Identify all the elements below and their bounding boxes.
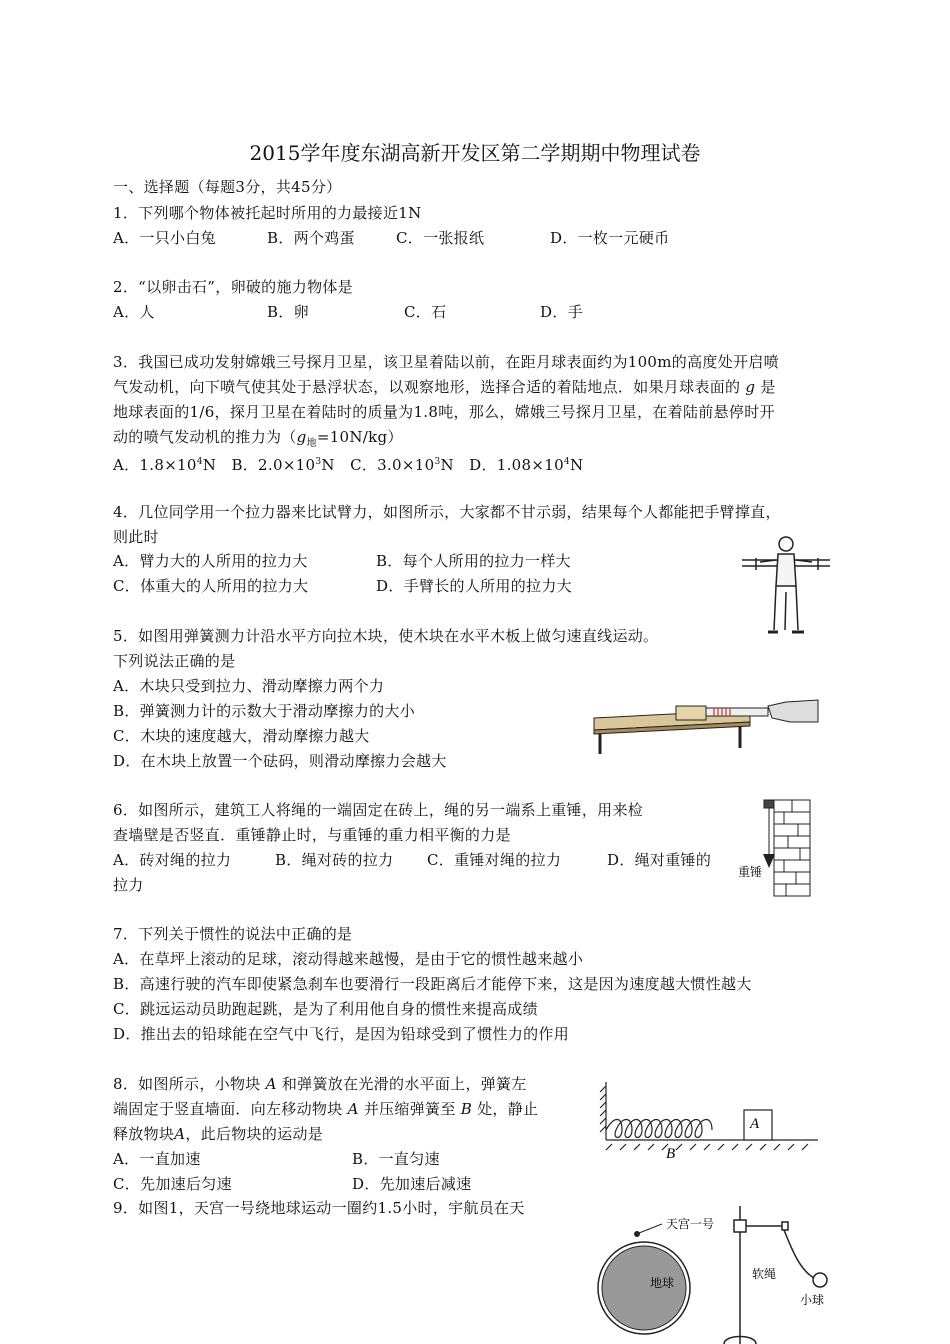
station-label: 天宫一号 bbox=[666, 1217, 715, 1231]
q3-option-c: C．$3.0\times 10^3N$ bbox=[350, 456, 454, 474]
q1-option-a: A．一只小白兔 bbox=[113, 229, 216, 247]
q3-option-a: A．$1.8\times 10^4N$ bbox=[113, 456, 217, 474]
q2-option-c: C．石 bbox=[404, 303, 447, 321]
q3-g-symbol: g bbox=[745, 378, 756, 396]
q8-option-c: C．先加速后匀速 bbox=[113, 1175, 232, 1193]
q5-option-b: B．弹簧测力计的示数大于滑动摩擦力的大小 bbox=[113, 702, 416, 720]
q8-line2: 端固定于竖直墙面．向左移动物块 A 并压缩弹簧至 B 处，静止 bbox=[113, 1100, 539, 1118]
q7-stem: 7．下列关于惯性的说法中正确的是 bbox=[113, 925, 353, 943]
spring-scale-figure bbox=[590, 696, 822, 756]
block-label-a: A bbox=[750, 1116, 760, 1132]
plumb-label: 重锤 bbox=[738, 865, 763, 879]
q4-option-b: B．每个人所用的拉力一样大 bbox=[376, 552, 571, 570]
q8-line1: 8．如图所示，小物块 A 和弹簧放在光滑的水平面上，弹簧左 bbox=[113, 1075, 527, 1093]
q7-option-c: C．跳远运动员助跑起跳，是为了利用他自身的惯性来提高成绩 bbox=[113, 1000, 538, 1018]
q7-option-d: D．推出去的铅球能在空气中飞行，是因为铅球受到了惯性力的作用 bbox=[113, 1025, 570, 1043]
q2-option-d: D．手 bbox=[540, 303, 583, 321]
tiangong-figure bbox=[596, 1200, 836, 1344]
q1-option-c: C．一张报纸 bbox=[396, 229, 485, 247]
q1-option-b: B．两个鸡蛋 bbox=[267, 229, 355, 247]
ball-label: 小球 bbox=[800, 1293, 825, 1307]
q3-line3: 地球表面的1/6，探月卫星在着陆时的质量为1.8吨，那么，嫦娥三号探月卫星，在着陆前悬停时开 bbox=[113, 403, 775, 421]
q9-line1: 9．如图1，天宫一号绕地球运动一圈约1.5小时，宇航员在天 bbox=[113, 1199, 525, 1217]
q6-line1: 6．如图所示，建筑工人将绳的一端固定在砖上，绳的另一端系上重锤，用来检 bbox=[113, 801, 644, 819]
q8-option-b: B．一直匀速 bbox=[352, 1150, 440, 1168]
q4-option-c: C．体重大的人所用的拉力大 bbox=[113, 577, 309, 595]
q6-option-d: D．绳对重锤的 bbox=[607, 851, 712, 869]
chest-expander-figure bbox=[738, 530, 834, 640]
q4-option-a: A．臂力大的人所用的拉力大 bbox=[113, 552, 308, 570]
q1-option-d: D．一枚一元硬币 bbox=[550, 229, 670, 247]
q1-stem: 1．下列哪个物体被托起时所用的力最接近1N bbox=[113, 204, 422, 222]
q7-option-b: B．高速行驶的汽车即使紧急刹车也要滑行一段距离后才能停下来，这是因为速度越大惯性越大 bbox=[113, 975, 752, 993]
q3-line2: 气发动机，向下喷气使其处于悬浮状态，以观察地形，选择合适的着陆地点．如果月球表面的 g 是 bbox=[113, 378, 776, 396]
q6-option-b: B．绳对砖的拉力 bbox=[275, 851, 394, 869]
q8-option-d: D．先加速后减速 bbox=[352, 1175, 472, 1193]
q3-line1: 3．我国已成功发射嫦娥三号探月卫星，该卫星着陆以前，在距月球表面约为100m的高度处开启喷 bbox=[113, 353, 779, 371]
q6-line2: 查墙壁是否竖直．重锤静止时，与重锤的重力相平衡的力是 bbox=[113, 826, 511, 844]
q3-option-d: D．$1.08\times 10^4N$ bbox=[469, 456, 584, 474]
q3-line4: 动的喷气发动机的推力为$(g_地=10N/kg)$ bbox=[113, 428, 403, 449]
q7-option-a: A．在草坪上滚动的足球，滚动得越来越慢，是由于它的惯性越来越小 bbox=[113, 950, 584, 968]
q8-option-a: A．一直加速 bbox=[113, 1150, 201, 1168]
q2-option-a: A．人 bbox=[113, 303, 155, 321]
q5-option-a: A．木块只受到拉力、滑动摩擦力两个力 bbox=[113, 677, 385, 695]
q6-option-d-cont: 拉力 bbox=[113, 876, 144, 894]
earth-label: 地球 bbox=[650, 1276, 675, 1290]
q5-line1: 5．如图用弹簧测力计沿水平方向拉木块，使木块在水平木板上做匀速直线运动。 bbox=[113, 627, 659, 645]
q3-options bbox=[113, 452, 583, 475]
q5-line2: 下列说法正确的是 bbox=[113, 652, 236, 670]
point-label-b: B bbox=[666, 1146, 676, 1162]
q4-line2: 则此时 bbox=[113, 528, 159, 546]
q2-stem: 2．“以卵击石”，卵破的施力物体是 bbox=[113, 278, 353, 296]
exam-title: 2015学年度东湖高新开发区第二学期期中物理试卷 bbox=[249, 141, 701, 165]
section-heading: 一、选择题（每题3分，共45分） bbox=[113, 178, 342, 196]
q3-option-b: B．$2.0\times 10^3N$ bbox=[231, 456, 335, 474]
rope-label: 软绳 bbox=[752, 1267, 777, 1281]
spring-block-figure bbox=[598, 1080, 822, 1164]
q2-option-b: B．卵 bbox=[267, 303, 309, 321]
q4-line1: 4．几位同学用一个拉力器来比试臂力，如图所示，大家都不甘示弱，结果每个人都能把手臂撑直， bbox=[113, 503, 781, 521]
q6-option-c: C．重锤对绳的拉力 bbox=[427, 851, 562, 869]
q4-option-d: D．手臂长的人所用的拉力大 bbox=[376, 577, 572, 595]
q5-option-c: C．木块的速度越大，滑动摩擦力越大 bbox=[113, 727, 370, 745]
q6-option-a: A．砖对绳的拉力 bbox=[113, 851, 232, 869]
q5-option-d: D．在木块上放置一个砝码，则滑动摩擦力会越大 bbox=[113, 752, 447, 770]
q8-line3: 释放物块A，此后物块的运动是 bbox=[113, 1125, 324, 1143]
plumb-wall-figure bbox=[736, 796, 814, 898]
